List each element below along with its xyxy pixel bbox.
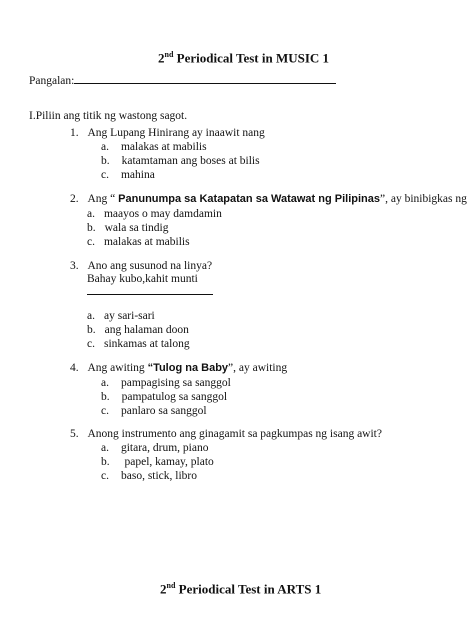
question-number: 1. [70, 127, 79, 139]
name-label: Pangalan: [29, 75, 75, 87]
page-title [158, 50, 329, 66]
question-text-pre: Ang “ [87, 193, 119, 205]
question-1 [70, 127, 265, 139]
choice-2b[interactable] [87, 222, 169, 234]
choice-text: ay sari-sari [103, 310, 155, 322]
choice-letter: a. [101, 141, 109, 153]
choice-letter: b. [101, 456, 110, 468]
question-number: 4. [70, 362, 79, 374]
title-superscript: nd [166, 581, 176, 590]
choice-text: papel, kamay, plato [121, 456, 214, 468]
choice-1a[interactable] [101, 141, 207, 153]
title-number: 2 [160, 581, 167, 597]
choice-2a[interactable] [87, 208, 222, 220]
choice-letter: a. [87, 310, 95, 322]
instruction: I.Piliin ang titik ng wastong sagot. [29, 110, 188, 122]
choice-2c[interactable] [87, 236, 190, 248]
choice-text: sinkamas at talong [103, 338, 190, 350]
choice-text: maayos o may damdamin [103, 208, 222, 220]
question-2 [70, 193, 467, 205]
title-text: Periodical Test in ARTS 1 [178, 581, 322, 597]
choice-letter: a. [101, 442, 109, 454]
choice-text: malakas at mabilis [120, 141, 207, 153]
name-field[interactable] [29, 72, 336, 87]
title-text: Periodical Test in MUSIC 1 [176, 50, 330, 66]
choice-letter: c. [87, 338, 95, 350]
choice-text: baso, stick, libro [120, 470, 198, 482]
title-superscript: nd [164, 50, 174, 59]
choice-3c[interactable] [87, 338, 190, 350]
choice-3b[interactable] [87, 324, 189, 336]
choice-letter: c. [101, 470, 109, 482]
question-text: Anong instrumento ang ginagamit sa pagkumpas ng isang awit? [87, 428, 382, 440]
choice-letter: a. [101, 377, 109, 389]
question-4 [70, 362, 287, 374]
choice-text: gitara, drum, piano [120, 442, 209, 454]
question-text-post: ”, ay awiting [228, 362, 288, 374]
choice-letter: b. [87, 222, 96, 234]
question-3-line2: Bahay kubo,kahit munti [87, 273, 198, 285]
choice-5c[interactable] [101, 470, 197, 482]
choice-text: mahina [120, 169, 155, 181]
section-title-arts [160, 581, 321, 597]
question-5 [70, 428, 382, 440]
question-3 [70, 260, 212, 272]
choice-letter: b. [101, 391, 110, 403]
choice-letter: c. [101, 169, 109, 181]
choice-letter: b. [101, 155, 110, 167]
answer-blank-line[interactable] [87, 283, 213, 295]
choice-text: pampagising sa sanggol [120, 377, 231, 389]
question-text: Ano ang susunod na linya? [87, 260, 213, 272]
choice-text: pampatulog sa sanggol [121, 391, 228, 403]
choice-text: katamtaman ang boses at bilis [121, 155, 260, 167]
choice-letter: b. [87, 324, 96, 336]
choice-letter: c. [87, 236, 95, 248]
choice-4c[interactable] [101, 405, 207, 417]
choice-1b[interactable] [101, 155, 260, 167]
choice-4b[interactable] [101, 391, 227, 403]
choice-letter: a. [87, 208, 95, 220]
question-number: 2. [70, 193, 79, 205]
choice-5a[interactable] [101, 442, 209, 454]
question-text: Ang Lupang Hinirang ay inaawit nang [87, 127, 265, 139]
choice-3a[interactable] [87, 310, 155, 322]
question-text-bold: “Tulog na Baby [147, 362, 229, 374]
question-text-pre: Ang awiting [87, 362, 148, 374]
name-blank-line[interactable] [74, 72, 336, 84]
choice-1c[interactable] [101, 169, 155, 181]
question-text-post: ”, ay binibigkas ng [380, 193, 467, 205]
choice-text: malakas at mabilis [103, 236, 190, 248]
question-text-bold: Panunumpa sa Katapatan sa Watawat ng Pilipinas [118, 193, 380, 205]
choice-4a[interactable] [101, 377, 231, 389]
question-number: 3. [70, 260, 79, 272]
choice-text: ang halaman doon [104, 324, 189, 336]
choice-text: panlaro sa sanggol [120, 405, 207, 417]
question-number: 5. [70, 428, 79, 440]
choice-letter: c. [101, 405, 109, 417]
choice-5b[interactable] [101, 456, 214, 468]
choice-text: wala sa tindig [104, 222, 169, 234]
title-number: 2 [158, 50, 165, 66]
